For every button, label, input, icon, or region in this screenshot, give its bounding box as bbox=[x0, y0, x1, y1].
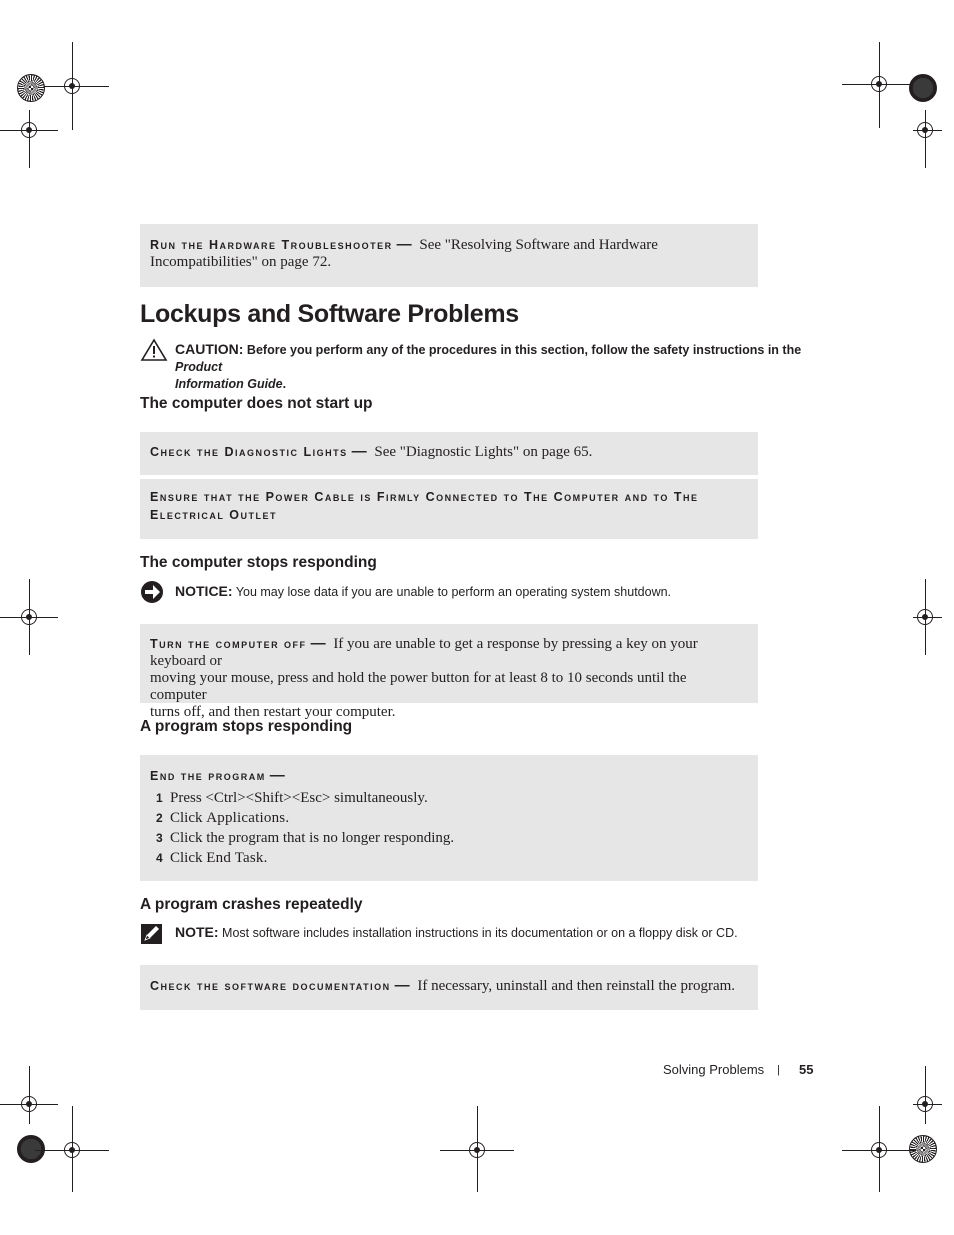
page-number: 55 bbox=[799, 1062, 814, 1077]
diagnostic-lights-description: See "Diagnostic Lights" on page 65. bbox=[374, 444, 593, 460]
page-title: Lockups and Software Problems bbox=[140, 300, 519, 328]
step-text-end: . bbox=[285, 810, 290, 826]
software-documentation-heading: Check the software documentation bbox=[150, 979, 391, 993]
step-text: Click bbox=[170, 810, 207, 826]
list-item bbox=[156, 828, 744, 848]
step-number: 3 bbox=[156, 831, 163, 845]
end-program-steps bbox=[150, 788, 744, 868]
end-program-heading-line bbox=[150, 767, 744, 785]
applications-ui-term: Applications bbox=[206, 810, 286, 826]
end-program-box bbox=[140, 755, 758, 881]
pencil-note-icon bbox=[140, 923, 164, 945]
step-text: Click bbox=[170, 850, 207, 866]
diagnostic-lights-text bbox=[150, 443, 744, 461]
subheading-program-crashes: A program crashes repeatedly bbox=[140, 896, 363, 913]
hardware-troubleshooter-description: See "Resolving Software and Hardware Incompatibilities" on page 72. bbox=[150, 237, 658, 270]
turn-off-description-line2: moving your mouse, press and hold the power button for at least 8 to 10 seconds until the computer bbox=[150, 670, 687, 703]
caution-period: . bbox=[282, 377, 287, 391]
starburst-mark-top-right bbox=[909, 74, 937, 102]
note-callout bbox=[175, 924, 738, 942]
em-dash: — bbox=[269, 767, 285, 784]
power-cable-text bbox=[150, 488, 744, 524]
turn-off-box bbox=[140, 624, 758, 720]
note-label: NOTE: bbox=[175, 924, 219, 940]
hardware-troubleshooter-heading: Run the Hardware Troubleshooter bbox=[150, 238, 393, 252]
diagnostic-lights-box bbox=[140, 432, 758, 475]
hardware-troubleshooter-box bbox=[140, 224, 758, 287]
em-dash: — bbox=[351, 443, 367, 460]
turn-off-heading: Turn the computer off bbox=[150, 637, 307, 651]
software-documentation-box bbox=[140, 965, 758, 1010]
step-number: 4 bbox=[156, 851, 163, 865]
list-item bbox=[156, 808, 744, 828]
notice-callout bbox=[175, 583, 671, 601]
starburst-mark-bottom-left bbox=[17, 1135, 45, 1163]
footer-separator: | bbox=[777, 1064, 780, 1076]
step-text-end: . bbox=[263, 850, 268, 866]
turn-off-description-line1: If you are unable to get a response by pressing a key on your keyboard or bbox=[150, 636, 698, 669]
hardware-troubleshooter-text bbox=[150, 236, 744, 271]
caution-label: CAUTION: bbox=[175, 341, 244, 357]
warning-triangle-icon bbox=[140, 338, 168, 362]
step-text: Click the program that is no longer responding. bbox=[170, 830, 455, 846]
subheading-stops-responding: The computer stops responding bbox=[140, 554, 377, 571]
caution-callout bbox=[175, 341, 815, 393]
subheading-program-stops: A program stops responding bbox=[140, 718, 353, 735]
power-cable-heading-line2: Electrical Outlet bbox=[150, 508, 278, 522]
note-text: Most software includes installation instructions in its documentation or on a floppy disk or CD. bbox=[222, 926, 738, 940]
em-dash: — bbox=[396, 236, 412, 253]
diagnostic-lights-heading: Check the Diagnostic Lights bbox=[150, 445, 348, 459]
caution-guide-title-1: Product bbox=[175, 360, 223, 374]
step-number: 1 bbox=[156, 791, 163, 805]
end-program-heading: End the program bbox=[150, 769, 266, 783]
list-item bbox=[156, 788, 744, 808]
software-documentation-description: If necessary, uninstall and then reinstall the program. bbox=[417, 978, 736, 994]
notice-label: NOTICE: bbox=[175, 583, 233, 599]
power-cable-box bbox=[140, 479, 758, 539]
turn-off-description-line3: turns off, and then restart your computer. bbox=[150, 704, 396, 720]
power-cable-heading-line1: Ensure that the Power Cable is Firmly Connected to The Computer and to The bbox=[150, 490, 699, 504]
arrow-circle-icon bbox=[140, 580, 166, 604]
starburst-mark-top-left bbox=[17, 74, 45, 102]
notice-text: You may lose data if you are unable to perform an operating system shutdown. bbox=[235, 585, 672, 599]
em-dash: — bbox=[310, 635, 326, 652]
starburst-mark-bottom-right bbox=[909, 1135, 937, 1163]
turn-off-text bbox=[150, 635, 744, 721]
end-task-ui-term: End Task bbox=[206, 850, 264, 866]
step-text: Press <Ctrl><Shift><Esc> simultaneously. bbox=[170, 790, 428, 806]
em-dash: — bbox=[394, 977, 410, 994]
caution-guide-title-2: Information Guide bbox=[175, 377, 283, 391]
caution-text: Before you perform any of the procedures in this section, follow the safety instructions in the bbox=[246, 343, 802, 357]
software-documentation-text bbox=[150, 977, 744, 995]
list-item bbox=[156, 848, 744, 868]
footer-section-name: Solving Problems bbox=[663, 1062, 765, 1077]
step-number: 2 bbox=[156, 811, 163, 825]
subheading-does-not-start: The computer does not start up bbox=[140, 395, 373, 412]
